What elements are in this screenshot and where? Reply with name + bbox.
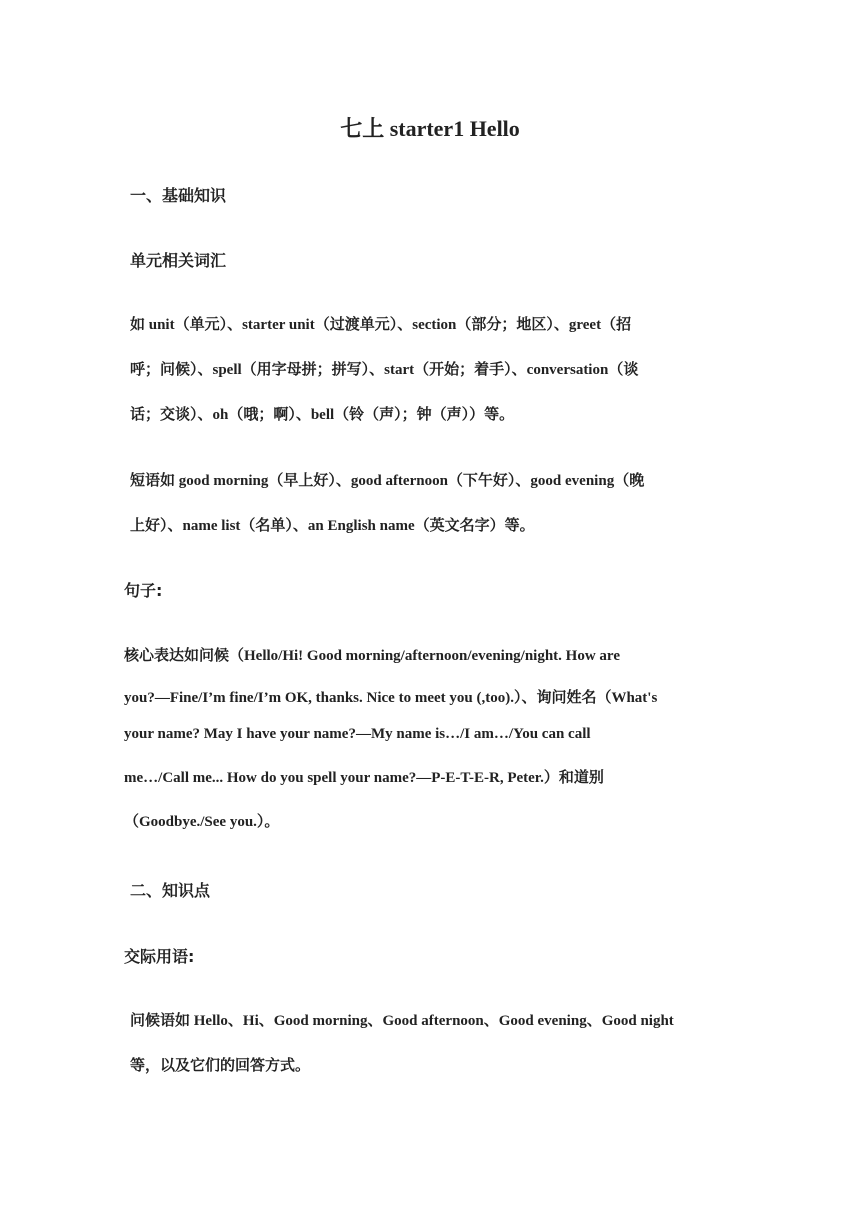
phrase-paragraph <box>130 469 644 559</box>
section-heading-knowledge: 二、知识点 <box>130 881 211 900</box>
vocab-paragraph <box>130 313 638 448</box>
document-title: 七上 starter1 Hello <box>340 116 520 141</box>
communication-heading: 交际用语: <box>124 947 195 966</box>
vocab-heading: 单元相关词汇 <box>130 251 227 270</box>
phrase-line: 上好）、name list（名单）、an English name（英文名字）等。 <box>130 518 535 534</box>
vocab-line: 呼；问候）、spell（用字母拼；拼写）、start（开始；着手）、conversation（谈 <box>130 362 639 378</box>
sentence-heading: 句子: <box>124 581 163 600</box>
sentence-line: me…/Call me... How do you spell your name?—P-E-T-E-R, Peter.）和道别 <box>124 770 604 786</box>
sentence-line: 核心表达如问候（Hello/Hi! Good morning/afternoon/evening/night. How are <box>124 648 620 664</box>
greeting-paragraph <box>130 1009 674 1099</box>
sentence-line: your name? May I have your name?—My name is…/I am…/You can call <box>124 726 591 742</box>
section-heading-basics: 一、基础知识 <box>130 186 227 205</box>
phrase-line: 短语如 good morning（早上好）、good afternoon（下午好）、good evening（晚 <box>130 473 645 489</box>
vocab-line: 如 unit（单元）、starter unit（过渡单元）、section（部分；地区）、greet（招 <box>130 317 632 333</box>
greeting-line: 问候语如 Hello、Hi、Good morning、Good afternoon、Good evening、Good night <box>130 1013 674 1029</box>
sentence-line: （Goodbye./See you.）。 <box>124 814 280 830</box>
sentence-line: you?—Fine/I’m fine/I’m OK, thanks. Nice to meet you (,too).）、询问姓名（What's <box>124 690 658 706</box>
vocab-line: 话；交谈）、oh（哦；啊）、bell（铃（声）；钟（声））等。 <box>130 407 515 423</box>
sentence-paragraph <box>124 644 657 850</box>
greeting-line: 等，以及它们的回答方式。 <box>130 1058 311 1074</box>
